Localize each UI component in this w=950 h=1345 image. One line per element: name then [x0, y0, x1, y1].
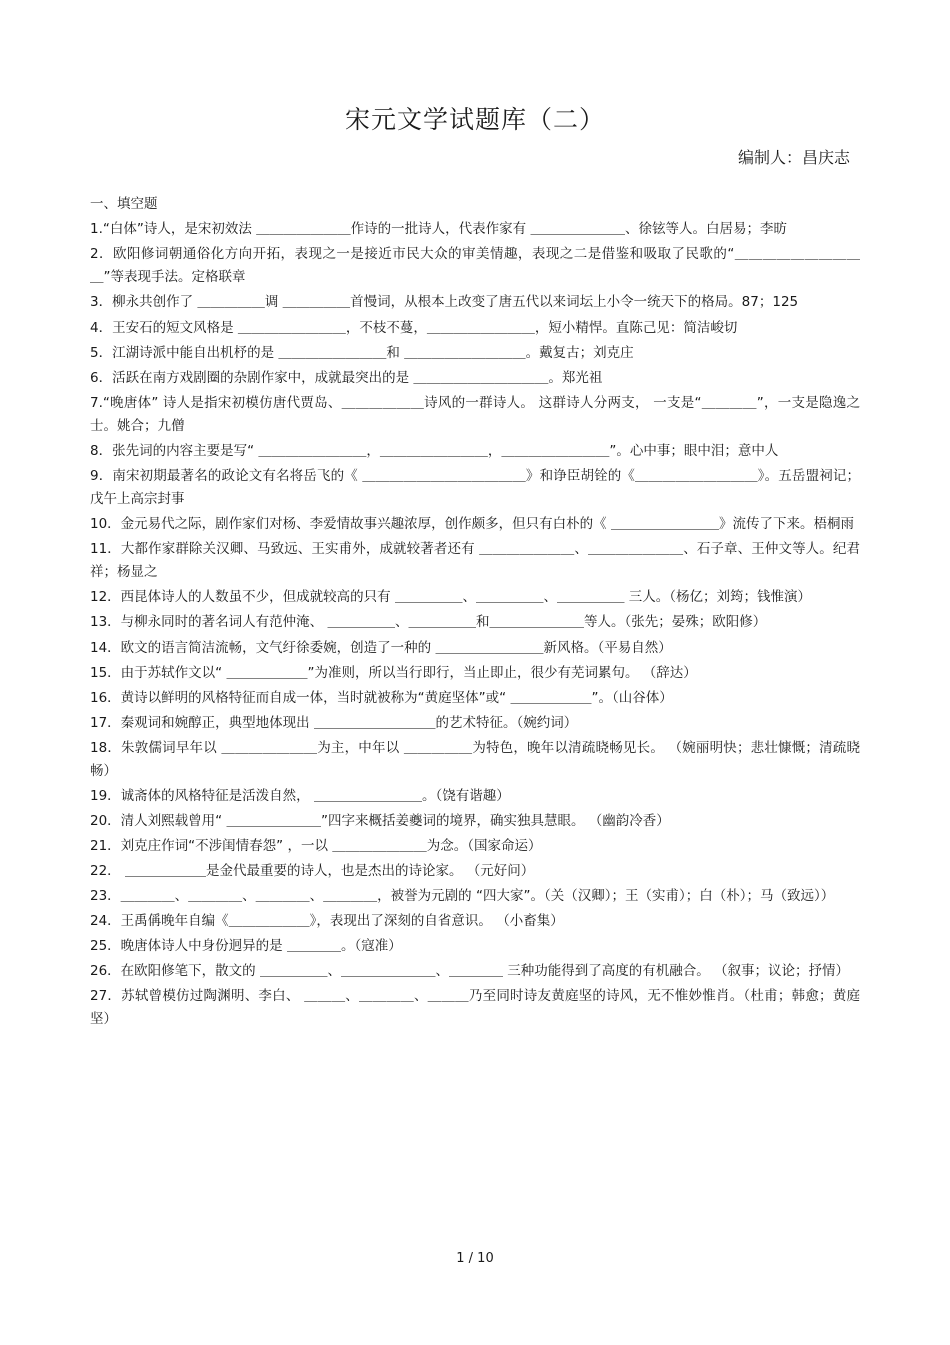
- question-19: 19．诚斋体的风格特征是活泼自然， ＿＿＿＿＿＿＿＿。（饶有谐趣）: [90, 788, 510, 804]
- question-15: 15．由于苏轼作文以“ ＿＿＿＿＿＿”为准则，所以当行即行，当止即止，很少有芜词累句。 （辞达）: [90, 665, 697, 681]
- author-line: 编制人：昌庆志: [737, 148, 850, 167]
- question-27: 27．苏轼曾模仿过陶渊明、李白、 ＿＿＿、＿＿＿＿、＿＿＿乃至同时诗友黄庭坚的诗风，无不惟妙惟肖。（杜甫；韩愈；黄庭坚）: [90, 988, 860, 1027]
- question-17: 17．秦观词和婉醇正，典型地体现出 ＿＿＿＿＿＿＿＿＿的艺术特征。（婉约词）: [90, 715, 578, 731]
- question-23: 23．＿＿＿＿、＿＿＿＿、＿＿＿＿、＿＿＿＿，被誉为元剧的 “四大家”。（关（汉卿）；王（实甫）；白（朴）；马（致远））: [90, 888, 835, 904]
- question-11: 11．大都作家群除关汉卿、马致远、王实甫外，成就较著者还有 ＿＿＿＿＿＿＿、＿＿＿＿＿＿＿、石子章、王仲文等人。纪君祥；杨显之: [90, 541, 860, 580]
- question-26: 26．在欧阳修笔下，散文的 ＿＿＿＿＿、＿＿＿＿＿＿＿、＿＿＿＿ 三种功能得到了高度的有机融合。 （叙事；议论；抒情）: [90, 963, 850, 979]
- question-16: 16．黄诗以鲜明的风格特征而自成一体，当时就被称为“黄庭坚体”或“ ＿＿＿＿＿＿”。（山谷体）: [90, 690, 673, 706]
- question-3: 3．柳永共创作了 ＿＿＿＿＿调 ＿＿＿＿＿首慢词，从根本上改变了唐五代以来词坛上小令一统天下的格局。87；125: [90, 294, 799, 310]
- page-number: 1 / 10: [456, 1251, 494, 1266]
- question-10: 10．金元易代之际，剧作家们对杨、李爱情故事兴趣浓厚，创作颇多，但只有白朴的《 ＿＿＿＿＿＿＿＿》流传了下来。梧桐雨: [90, 516, 854, 532]
- question-13: 13．与柳永同时的著名词人有范仲淹、 ＿＿＿＿＿、＿＿＿＿＿和＿＿＿＿＿＿＿等人。（张先；晏殊；欧阳修）: [90, 614, 767, 630]
- question-1: 1.“白体”诗人，是宋初效法 ＿＿＿＿＿＿＿作诗的一批诗人，代表作家有 ＿＿＿＿＿＿＿、徐铉等人。白居易；李昉: [90, 221, 787, 237]
- question-2: 2．欧阳修词朝通俗化方向开拓，表现之一是接近市民大众的审美情趣，表现之二是借鉴和吸取了民歌的“＿＿＿＿＿＿＿＿＿＿”等表现手法。定格联章: [90, 246, 860, 285]
- question-22: 22． ＿＿＿＿＿＿是金代最重要的诗人，也是杰出的诗论家。 （元好问）: [90, 863, 535, 879]
- question-4: 4．王安石的短文风格是 ＿＿＿＿＿＿＿＿，不枝不蔓，＿＿＿＿＿＿＿＿，短小精悍。直陈己见：简洁峻切: [90, 320, 738, 336]
- question-7: 7.“晚唐体” 诗人是指宋初模仿唐代贾岛、＿＿＿＿＿＿诗风的一群诗人。 这群诗人分两支， 一支是“＿＿＿＿”，一支是隐逸之士。姚合；九僧: [90, 395, 860, 434]
- section-heading: 一、填空题: [90, 196, 158, 212]
- question-14: 14．欧文的语言简洁流畅，文气纡徐委婉，创造了一种的 ＿＿＿＿＿＿＿＿新风格。（平易自然）: [90, 640, 672, 656]
- question-21: 21．刘克庄作词“不涉闺情春怨” ，一以 ＿＿＿＿＿＿＿为念。（国家命运）: [90, 838, 542, 854]
- question-5: 5．江湖诗派中能自出机杼的是 ＿＿＿＿＿＿＿＿和 ＿＿＿＿＿＿＿＿＿。戴复古；刘克庄: [90, 345, 634, 361]
- question-18: 18．朱敦儒词早年以 ＿＿＿＿＿＿＿为主，中年以 ＿＿＿＿＿为特色，晚年以清疏晓畅见长。 （婉丽明快；悲壮慷慨；清疏晓畅）: [90, 740, 860, 779]
- document-body: [90, 193, 860, 1031]
- page-title: 宋元文学试题库（二）: [344, 105, 605, 134]
- question-24: 24．王禹偁晚年自编《＿＿＿＿＿＿》，表现出了深刻的自省意识。 （小畜集）: [90, 913, 564, 929]
- question-25: 25．晚唐体诗人中身份迥异的是 ＿＿＿＿。（寇准）: [90, 938, 402, 954]
- question-12: 12．西昆体诗人的人数虽不少，但成就较高的只有 ＿＿＿＿＿、＿＿＿＿＿、＿＿＿＿＿ 三人。（杨亿；刘筠；钱惟演）: [90, 589, 812, 605]
- question-6: 6．活跃在南方戏剧圈的杂剧作家中，成就最突出的是 ＿＿＿＿＿＿＿＿＿＿。郑光祖: [90, 370, 603, 386]
- question-8: 8．张先词的内容主要是写“ ＿＿＿＿＿＿＿＿，＿＿＿＿＿＿＿＿，＿＿＿＿＿＿＿＿”。心中事；眼中泪；意中人: [90, 443, 779, 459]
- question-20: 20．清人刘熙载曾用“ ＿＿＿＿＿＿＿”四字来概括姜夔词的境界，确实独具慧眼。 （幽韵冷香）: [90, 813, 670, 829]
- question-9: 9．南宋初期最著名的政论文有名将岳飞的《 ＿＿＿＿＿＿＿＿＿＿＿＿》和诤臣胡铨的《＿＿＿＿＿＿＿＿＿》。五岳盟祠记；戊午上高宗封事: [90, 468, 860, 507]
